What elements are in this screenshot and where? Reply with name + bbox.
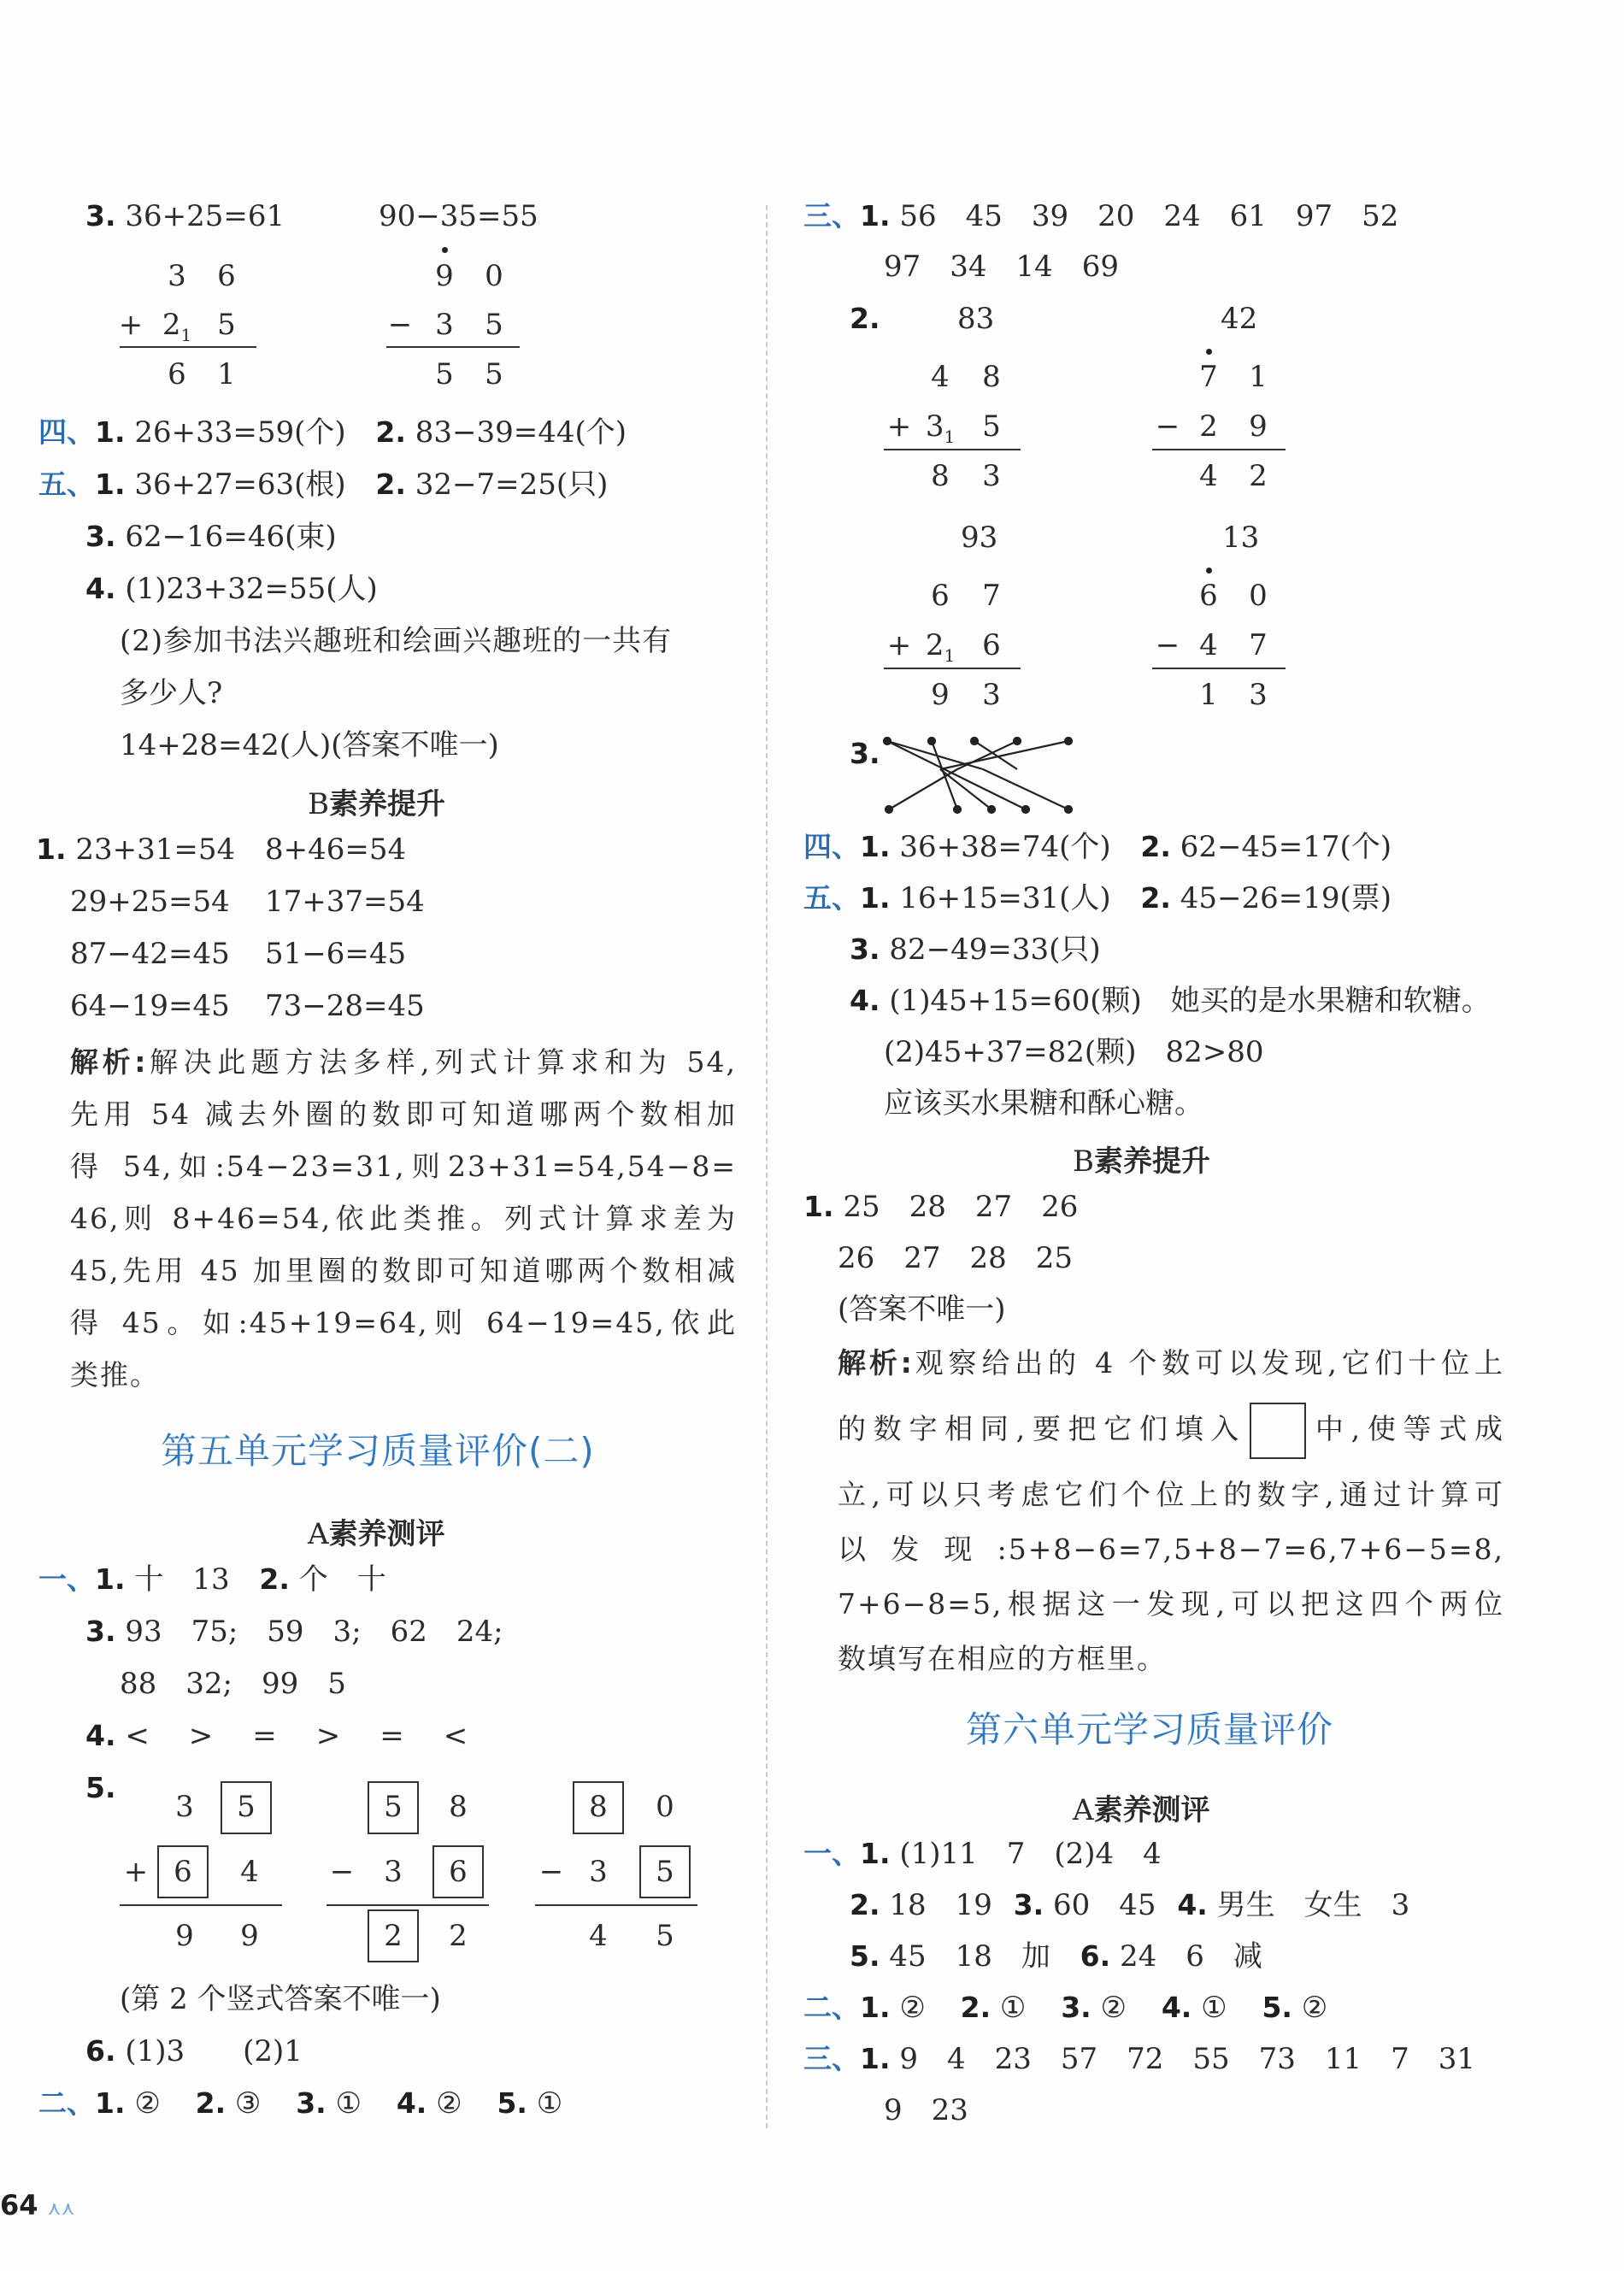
- items-2-4: 2. 18 19 3. 60 45 4. 男生 女生 3: [850, 1888, 1410, 1922]
- analysis: 解析:解决此题方法多样,列式计算求和为 54, 先用 54 减去外圈的数即可知道哪两个数相加 得 54,如:54−23=31,则23+31=54,54−8= 46,则 8+46=54,依此类推。列式计算求差为 45,先用 45 加里圈的数即可知道哪两个数相减 得 45。如:45+19=64,则 64−19=45,依此 类推。: [70, 1045, 737, 1391]
- subheading: A素养测评: [308, 1517, 445, 1551]
- item-4: 4. < > = > = <: [85, 1719, 474, 1753]
- subheading: A素养测评: [1073, 1793, 1210, 1827]
- item-4: 4. (1)23+32=55(人): [85, 572, 378, 606]
- carry-mark: 1: [180, 325, 192, 345]
- section-three: 三、1. 56 45 39 20 24 61 97 52: [803, 199, 1399, 233]
- matching-lines: [880, 728, 1086, 822]
- column-divider: [766, 205, 768, 2128]
- analysis: 解析:观察给出的 4 个数可以发现,它们十位上 的数字相同,要把它们填入 中,使等式成 立,可以只考虑它们个位上的数字,通过计算可 以发现:5+8−6=7,5+8−7=6,7+6−5=8, 7+6−8=5,根据这一发现,可以把这四个两位 数填写在相应的方框里。: [838, 1346, 1505, 1675]
- match-dot: [954, 806, 961, 813]
- match-dot: [1022, 806, 1029, 813]
- match-line: [983, 769, 1068, 809]
- carry-mark: 1: [944, 427, 956, 447]
- match-line: [940, 741, 1068, 769]
- item-3: 3. 93 75; 59 3; 62 24;: [85, 1615, 503, 1649]
- item-3: 3. 62−16=46(束): [85, 520, 337, 554]
- item-3: 3. 36+25=61: [85, 199, 285, 233]
- section-four: 四、1. 36+38=74(个) 2. 62−45=17(个): [803, 830, 1392, 864]
- match-line: [932, 741, 957, 809]
- equation: 36+25=61: [125, 199, 285, 233]
- b-item-1: 1. 25 28 27 26: [803, 1190, 1079, 1224]
- match-dot: [884, 738, 891, 744]
- match-dot: [1014, 738, 1021, 744]
- borrow-dot: [442, 247, 448, 253]
- borrow-dot: [1206, 568, 1212, 574]
- section-four: 四、1. 26+33=59(个) 2. 83−39=44(个): [38, 415, 627, 450]
- unit-title: 第五单元学习质量评价(二): [161, 1430, 595, 1472]
- section-two: 二、1. ② 2. ③ 3. ① 4. ② 5. ①: [38, 2086, 563, 2121]
- item-3: 3. 82−49=33(只): [850, 933, 1101, 967]
- match-line: [974, 741, 1017, 769]
- page-number: 64 ⋏⋏: [0, 2189, 75, 2221]
- section-one: 一、1. (1)11 7 (2)4 4: [803, 1837, 1162, 1871]
- items-5-6: 5. 45 18 加 6. 24 6 减: [850, 1939, 1262, 1974]
- item-6: 6. (1)3 (2)1: [85, 2034, 303, 2068]
- decor-icon: ⋏⋏: [47, 2198, 75, 2220]
- section-two: 二、1. ② 2. ① 3. ② 4. ① 5. ②: [803, 1991, 1328, 2025]
- item-2: 2.: [850, 302, 880, 335]
- section-five: 五、1. 36+27=63(根) 2. 32−7=25(只): [38, 468, 609, 502]
- match-dot: [1065, 806, 1072, 813]
- carry-mark: 1: [944, 645, 956, 666]
- borrow-dot: [1206, 349, 1212, 355]
- section-three: 三、1. 9 4 23 57 72 55 73 11 7 31: [803, 2042, 1476, 2076]
- note: (第 2 个竖式答案不唯一): [120, 1982, 441, 2016]
- subheading: B素养提升: [308, 787, 445, 821]
- equation: 90−35=55: [379, 199, 538, 233]
- answer-box: [1250, 1403, 1306, 1459]
- section-five: 五、1. 16+15=31(人) 2. 45−26=19(票): [803, 881, 1392, 915]
- section-one: 一、1. 十 13 2. 个 十: [38, 1562, 386, 1597]
- item-5: 5.: [85, 1771, 116, 1804]
- match-dot: [1065, 738, 1072, 744]
- match-dot: [886, 806, 892, 813]
- unit-title: 第六单元学习质量评价: [966, 1709, 1334, 1750]
- item-3: 3.: [850, 737, 880, 770]
- answer-page: 3. 36+25=61 90−35=55 3 6 + $2_1$ 5 6 1 9 0 − 3 5 5 5 四、1. 26+33=59(个) 2. 83−39=44(个) 五、1. 36+27=63(根) 2. 32−7=25(只) 3. 62−16=46(束) 4. (1)23+32=55(人) (2)参加书法兴趣班和绘画兴趣班的一共有 多少人? 14+28=42(人)(答案不唯一) B素养提升 1. 23+31=54 8+46=54 29+25=54 17+37=54 87−42=45 51−6=45 64−19=45 73−28=45 解析:解决此题方法多样,列式计算求和为 54, 先用 54 减去外圈的数即可知道哪两个数相加 得 54,如:54−23=31,则23+31=54,54−8= 46,则 8+46=54,依此类推。列式计算求差为 45,先用 45 加里圈的数即可知道哪两个数相减 得 45。如:45+19=64,则 64−19=45,依此 类推。 第五单元学习质量评价(二) A素养测评 一、1. 十 13 2. 个 十 3. 93 75; 59 3; 62 24; 88 32; 99 5 4. < > = > = < 5. 3 5 + 6 4 9 9 5 8 − 3 6 2 2 8 0 − 3 5 4 5 (第 2 个竖式答案不唯一) 6. (1)3 (2)1 二、1. ② 2. ③ 3. ① 4. ② 5. ① 三、1. 56 45 39 20 24 61 97 52 97 34 14 69 2. 83 4 8 + $3_1$ 5 8 3 42 7 1 − 2 9 4 2 93 6 7 + $2_1$ 6 9 3 13 6 0 − 4 7 1 3 3. 四、1. 36+38=74(个) 2. 62−45=17(个) 五、1. 16+15=31(人) 2. 45−26=19(票) 3. 82−49=33(只) 4. (1)45+15=60(颗) 她买的是水果糖和软糖。 (2)45+37=82(颗) 82>80 应该买水果糖和酥心糖。 B素养提升 1. 25 28 27 26 26 27 28 25 (答案不唯一) 解析:观察给出的 4 个数可以发现,它们十位上 的数字相同,要把它们填入 中,使等式成 立,可以只考虑它们个位上的数字,通过计算可 以发现:5+8−6=7,5+8−7=6,7+6−5=8, 7+6−8=5,根据这一发现,可以把这四个两位 数填写在相应的方框里。 第六单元学习质量评价 A素养测评 一、1. (1)11 7 (2)4 4 2. 18 19 3. 60 45 4. 男生 女生 3 5. 45 18 加 6. 24 6 减 二、1. ② 2. ① 3. ② 4. ① 5. ② 三、1. 9 4 23 57 72 55 73 11 7 31 9 23 64 ⋏⋏: [0, 0, 1624, 2271]
- item-4: 4. (1)45+15=60(颗) 她买的是水果糖和软糖。: [850, 984, 1491, 1018]
- match-dot: [928, 738, 935, 744]
- match-dot: [971, 738, 978, 744]
- subheading: B素养提升: [1073, 1144, 1210, 1179]
- match-dot: [988, 806, 995, 813]
